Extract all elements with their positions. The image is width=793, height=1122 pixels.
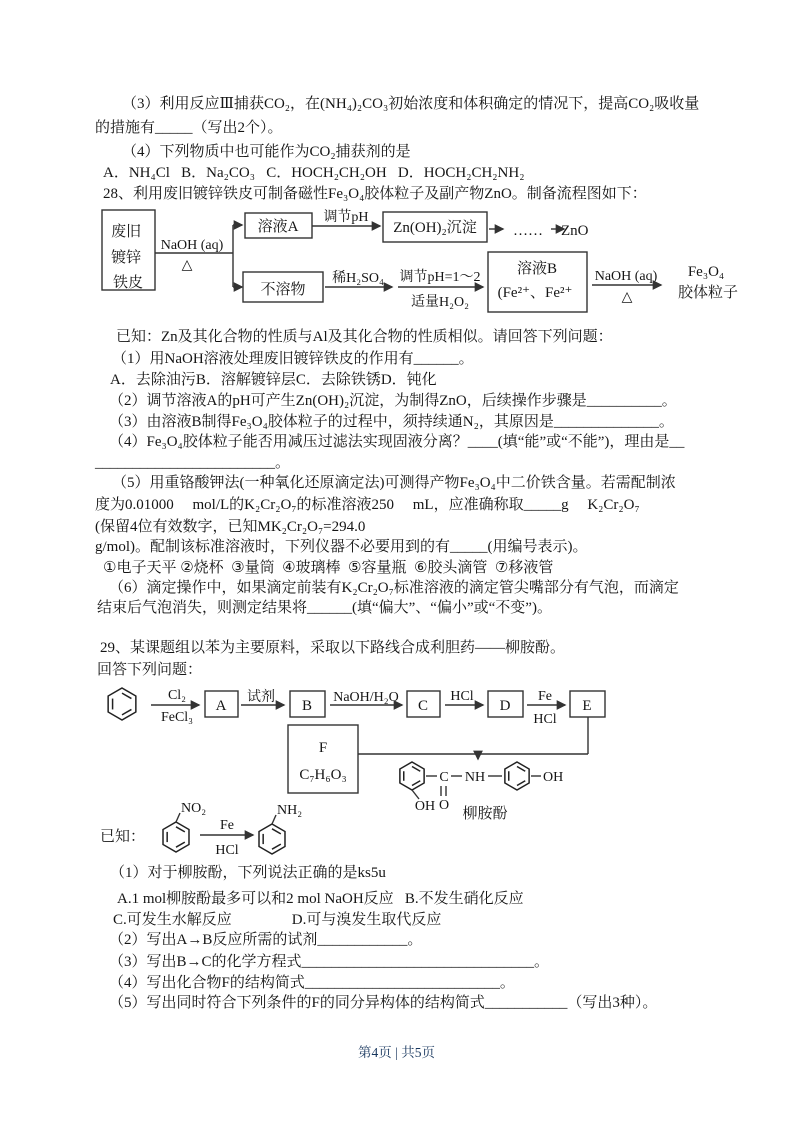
q28-q6-line2: 结束后气泡消失，则测定结果将______(填“偏大”、“偏小”或“不变”)。 [97,600,552,616]
hydroxyl-right: OH [543,770,564,785]
amide-nh: NH [464,770,486,785]
q28-q4-line1: （4）Fe₃O₄胶体粒子能否用减压过滤法实现固液分离？____(填“能”或“不能”)，理由是__ [109,434,685,450]
benzene-ring [163,822,189,852]
flow-label-naoh-1: NaOH (aq) [160,238,224,253]
flow-label-delta-1: △ [181,258,193,273]
q27-part4-options: A．NH₄Cl B．Na₂CO₃ C．HOCH₂CH₂OH D．HOCH₂CH₂NH₂ [103,165,525,181]
q27-part3-line2: 的措施有_____（写出2个）。 [95,120,283,136]
q28-q2: （2）调节溶液A的pH可产生Zn(OH)₂沉淀，为制得ZnO，后续操作步骤是__________。 [109,393,677,409]
flow-box-e-text: E [582,698,592,714]
q28-q5-line3: (保留4位有效数字，已知MK₂Cr₂O₇=294.0 [95,519,366,535]
flow-label-adjust-ph: 调节pH [323,210,369,225]
bond [412,790,419,799]
q28-q1-options: A．去除油污B．溶解镀锌层C．去除铁锈D．钝化 [110,372,437,388]
flow-label-reagent: 试剂 [247,690,275,705]
flow-box-b-text: B [301,698,313,714]
benzene-ring [108,688,136,720]
q28-q5-instruments: ①电子天平 ②烧杯 ③量筒 ④玻璃棒 ⑤容量瓶 ⑥胶头滴管 ⑦移液管 [103,560,554,576]
flow-label-cl2: Cl₂ [167,688,187,703]
product-name-label: 柳胺酚 [462,806,508,822]
q29-q4: （4）写出化合物F的结构简式__________________________。 [109,975,515,991]
q29-q5: （5）写出同时符合下列条件的F的同分异构体的结构简式___________（写出3种）。 [109,995,658,1011]
flow-box-solution-b-line1: 溶液B [516,261,558,277]
q28-q6-line1: （6）滴定操作中，如果滴定前装有K₂Cr₂O₇标准溶液的滴定管尖嘴部分有气泡，而滴定 [109,580,679,596]
flow-box-source-text: 废旧 镀锌 铁皮 [111,224,144,291]
amino-group: NH₂ [277,803,303,818]
q27-part3-line1: （3）利用反应Ⅲ捕获CO₂，在(NH₄)₂CO₃初始浓度和体积确定的情况下，提高CO₂吸收量 [122,96,700,112]
flow-box-c-text: C [417,698,429,714]
benzene-ring [505,762,529,790]
benzene-ring [259,824,285,854]
flow-label-adjust-ph2: 调节pH=1～2 [399,270,481,285]
flow-label-fe: Fe [538,689,552,704]
q28-q5-line4: g/mol)。配制该标准溶液时，下列仪器不必要用到的有_____(用编号表示)。 [95,539,588,555]
known-arrow-top: Fe [220,818,234,833]
flow-product-line1: Fe₃O₄ [687,264,725,280]
known-arrow-bottom: HCl [215,843,239,858]
q28-q3: （3）由溶液B制得Fe₃O₄胶体粒子的过程中，须持续通N₂，其原因是______________。 [109,414,674,430]
q29-q1: （1）对于柳胺酚，下列说法正确的是ks5u [110,865,386,881]
flow-box-insoluble-text: 不溶物 [260,282,306,298]
flow-label-hcl: HCl [450,689,474,704]
flowchart-zno-fe3o4 [95,205,793,323]
flow-box-zn-precipitate-text: Zn(OH)₂沉淀 [393,220,477,236]
q29-q2: （2）写出A→B反应所需的试剂____________。 [109,932,423,948]
flow-box-f-line1: F [318,740,328,756]
flow-label-naoh-h2o: NaOH/H₂O [333,690,399,705]
benzene-ring [400,762,424,790]
flow-box-d-text: D [499,698,511,714]
flow-label-naoh-2: NaOH (aq) [594,269,658,284]
q28-q4-line2: ________________________。 [95,455,291,471]
nitro-group: NO₂ [181,801,207,816]
flow-label-zno: ZnO [561,223,589,239]
bond [176,813,180,822]
known-reaction-diagram [93,797,363,869]
q28-q5-line1: （5）用重铬酸钾法(一种氧化还原滴定法)可测得产物Fe₃O₄中二价铁含量。若需配制浓 [112,475,676,491]
flow-box-f-line2: C₇H₆O₃ [299,767,347,783]
q29-q1-options-cd: C.可发生水解反应 D.可与溴发生取代反应 [113,912,442,928]
flow-product-line2: 胶体粒子 [677,285,739,301]
bond [272,815,276,824]
flow-label-fecl3: FeCl₃ [160,710,194,725]
hydroxyl-left: OH [414,799,436,814]
q29-q1-options-ab: A.1 mol柳胺酚最多可以和2 mol NaOH反应 B.不发生硝化反应 [117,891,524,907]
flow-label-h2o2: 适量H₂O₂ [411,295,469,310]
flow-box-solution-a-text: 溶液A [257,219,299,235]
q29-intro-line1: 29、某课题组以苯为主要原料，采取以下路线合成利胆药——柳胺酚。 [100,640,566,656]
flow-dots: …… [513,223,543,239]
q28-q1: （1）用NaOH溶液处理废旧镀锌铁皮的作用有______。 [112,351,474,367]
q29-intro-line2: 回答下列问题： [97,662,203,678]
known-label: 已知： [100,829,146,845]
q28-known: 已知：Zn及其化合物的性质与Al及其化合物的性质相似。请回答下列问题： [116,329,613,345]
page-footer: 第4页 | 共5页 [358,1045,435,1060]
q28-intro: 28、利用废旧镀锌铁皮可制备磁性Fe₃O₄胶体粒子及副产物ZnO。制备流程图如下： [103,186,647,202]
carbonyl-oxygen: O [438,798,450,813]
q29-q3: （3）写出B→C的化学方程式_______________________________。 [109,954,550,970]
q27-part4: （4）下列物质中也可能作为CO₂捕获剂的是 [122,144,411,160]
flow-label-dilute-acid: 稀H₂SO₄ [332,271,384,286]
flow-box-a-text: A [215,698,227,714]
flow-label-hcl-2: HCl [533,712,557,727]
flow-box-solution-b-line2: (Fe²⁺、Fe²⁺ [497,285,573,301]
amide-carbon: C [439,770,449,785]
q28-q5-line2: 度为0.01000 mol/L的K₂Cr₂O₇的标准溶液250 mL，应准确称取_____g K₂Cr₂O₇ [95,497,640,513]
flow-label-delta-2: △ [621,290,633,305]
